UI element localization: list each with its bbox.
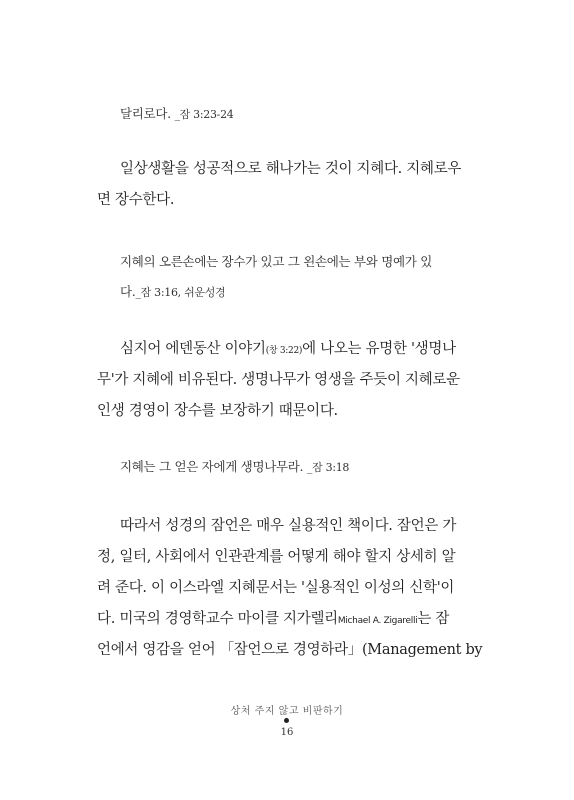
- page-number: 16: [280, 727, 294, 738]
- running-footer-title: 상처 주지 않고 비판하기: [230, 706, 344, 717]
- quote-3-line-1: 지혜는 그 얻은 자에게 생명나무라. _잠 3:18: [120, 459, 350, 474]
- para-3-line-1: 따라서 성경의 잠언은 매우 실용적인 책이다. 잠언은 가: [120, 518, 457, 534]
- para-3-line-4: 다. 미국의 경영학교수 마이클 지가렐리Michael A. Zigarelli는 잠: [97, 611, 450, 627]
- para-1-line-2: 면 장수한다.: [97, 192, 175, 208]
- bible-reference: _잠 3:18: [306, 461, 350, 474]
- bible-reference: _잠 3:16, 쉬운성경: [135, 286, 226, 299]
- author-name: Michael A. Zigarelli: [337, 616, 418, 626]
- para-2-line-3: 인생 경영이 장수를 보장하기 때문이다.: [97, 403, 338, 419]
- bible-reference: (창 3:22): [265, 346, 303, 356]
- footer-bullet-icon: [284, 718, 289, 723]
- quote-2-line-2: 다._잠 3:16, 쉬운성경: [120, 284, 226, 299]
- para-2-line-1: 심지어 에덴동산 이야기(창 3:22)에 나오는 유명한 '생명나: [120, 341, 456, 357]
- para-1-line-1: 일상생활을 성공적으로 해나가는 것이 지혜다. 지혜로우: [120, 161, 462, 177]
- bible-reference: _잠 3:23-24: [174, 108, 234, 121]
- para-3-line-3: 려 준다. 이 이스라엘 지혜문서는 '실용적인 이성의 신학'이: [97, 580, 455, 596]
- para-3-line-5: 언에서 영감을 얻어 「잠언으로 경영하라」(Management by: [97, 642, 483, 658]
- para-3-line-2: 정, 일터, 사회에서 인관관계를 어떻게 해야 할지 상세히 알: [97, 549, 456, 565]
- quote-1-line-1: 달리로다. _잠 3:23-24: [120, 106, 234, 121]
- quote-2-line-1: 지혜의 오른손에는 장수가 있고 그 왼손에는 부와 명예가 있: [120, 254, 432, 269]
- para-2-line-2: 무'가 지혜에 비유된다. 생명나무가 영생을 주듯이 지혜로운: [97, 372, 460, 388]
